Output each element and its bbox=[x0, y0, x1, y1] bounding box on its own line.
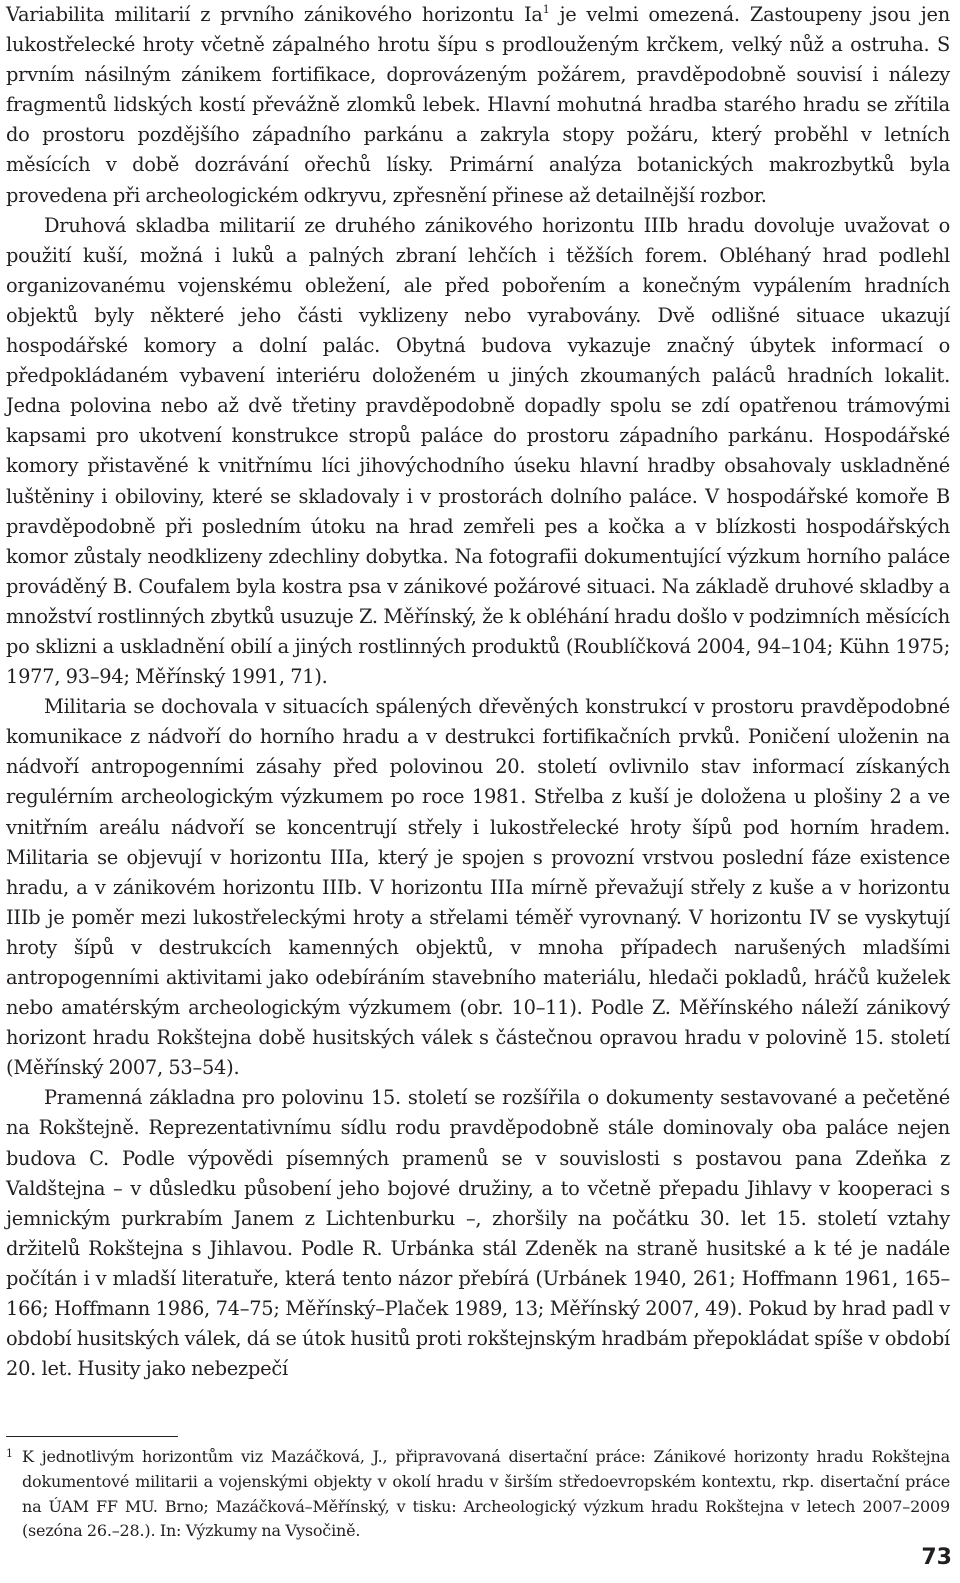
paragraph-1 bbox=[6, 0, 950, 211]
page bbox=[6, 0, 950, 1583]
footnote-ref-1[interactable]: 1 bbox=[542, 2, 550, 16]
footnotes bbox=[6, 1445, 950, 1544]
paragraph-1-text: je velmi omezená. Zastoupeny jsou jen lukostřelecké hroty včetně zápalného hrotu šípu s prodlouženým krčkem, velký nůž a ostruha. S prvním násilným zánikem fortifikace, doprovázeným požárem, pravděpodobně souvisí i nálezy fragmentů lidských kostí převážně zlomků lebek. Hlavní mohutná hradba starého hradu se zřítila do prostoru pozdějšího západního parkánu a zakryla stopy požáru, který proběhl v letních měsících v době dozrávání ořechů lísky. Primární analýza botanických makrozbytků byla provedena při archeologickém odkryvu, zpřesnění přinese až detailnější rozbor. bbox=[6, 3, 950, 207]
footnote-divider bbox=[6, 1436, 178, 1437]
footnote-number: 1 bbox=[6, 1447, 13, 1460]
paragraph-1-lead: Variabilita militarií z prvního zánikového horizontu Ia bbox=[6, 3, 543, 26]
page-number: 73 bbox=[921, 1545, 952, 1570]
main-text bbox=[6, 0, 950, 1384]
paragraph-4: Pramenná základna pro polovinu 15. století se rozšířila o dokumenty sestavované a pečetěné na Rokštejně. Reprezentativnímu sídlu rodu pravděpodobně stále dominovaly oba paláce nejen budova C. Podle výpovědi písemných pramenů se v souvislosti s postavou pana Zdeňka z Valdštejna – v důsledku působení jeho bojové družiny, a to včetně přepadu Jihlavy v kooperaci s jemnickým purkrabím Janem z Lichtenburku –, zhoršily na počátku 30. let 15. století vztahy držitelů Rokštejna s Jihlavou. Podle R. Urbánka stál Zdeněk na straně husitské a k té je nadále počítán i v mladší literatuře, která tento názor přebírá (Urbánek 1940, 261; Hoffmann 1961, 165–166; Hoffmann 1986, 74–75; Měřínský–Plaček 1989, 13; Měřínský 2007, 49). Pokud by hrad padl v období husitských válek, dá se útok husitů proti rokštejnským hradbám přepokládat spíše v období 20. let. Husity jako nebezpečí bbox=[6, 1086, 950, 1381]
footnote-text: K jednotlivým horizontům viz Mazáčková, J., připravovaná disertační práce: Zánikové horizonty hradu Rokštejna dokumentové militarii a vojenskými objekty v okolí hradu v širším středoevropském kontextu, rkp. disertační práce na ÚAM FF MU. Brno; Mazáčková–Měřínský, v tisku: Archeologický výzkum hradu Rokštejna v letech 2007–2009 (sezóna 26.–28.). In: Výzkumy na Vysočině. bbox=[22, 1447, 950, 1541]
paragraph-2: Druhová skladba militarií ze druhého zánikového horizontu IIIb hradu dovoluje uvažovat o použití kuší, možná i luků a palných zbraní lehčích i těžších forem. Obléhaný hrad podlehl organizovanému vojenskému obležení, ale před pobořením a konečným vypálením hradních objektů byly některé jeho části vyklizeny nebo vyrabovány. Dvě odlišné situace ukazují hospodářské komory a dolní palác. Obytná budova vykazuje značný úbytek informací o předpokládaném vybavení interiéru doloženém u jiných zkoumaných paláců hradních lokalit. Jedna polovina nebo až dvě třetiny pravděpodobně dopadly spolu se zdí opatřenou trámovými kapsami pro ukotvení konstrukce stropů paláce do prostoru západního parkánu. Hospodářské komory přistavěné k vnitřnímu líci jihovýchodního úseku hlavní hradby obsahovaly uskladněné luštěniny i obiloviny, které se skladovaly i v prostorách dolního paláce. V hospodářské komoře B pravděpodobně při posledním útoku na hrad zemřeli pes a kočka a v blízkosti hospodářských komor zůstaly neodklizeny zdechliny dobytka. Na fotografii dokumentující výzkum horního paláce prováděný B. Coufalem byla kostra psa v zánikové požárové situaci. Na základě druhové skladby a množství rostlinných zbytků usuzuje Z. Měřínský, že k obléhání hradu došlo v podzimních měsících po sklizni a uskladnění obilí a jiných rostlinných produktů (Roublíčková 2004, 94–104; Kühn 1975; 1977, 93–94; Měřínský 1991, 71). bbox=[6, 213, 950, 689]
paragraph-3: Militaria se dochovala v situacích spálených dřevěných konstrukcí v prostoru pravděpodobné komunikace z nádvoří do horního hradu a v destrukci fortifikačních prvků. Poničení uloženin na nádvoří antropogenními zásahy před polovinou 20. století ovlivnilo stav informací získaných regulérním archeologickým výzkumem po roce 1981. Střelba z kuší je doložena u plošiny 2 a ve vnitřním areálu nádvoří se koncentrují střely i lukostřelecké hroty šípů pod horním hradem. Militaria se objevují v horizontu IIIa, který je spojen s provozní vrstvou poslední fáze existence hradu, a v zánikovém horizontu IIIb. V horizontu IIIa mírně převažují střely z kuše a v horizontu IIIb je poměr mezi lukostřeleckými hroty a střelami téměř vyrovnaný. V horizontu IV se vyskytují hroty šípů v destrukcích kamenných objektů, v mnoha případech narušených mladšími antropogenními aktivitami jako odebíráním stavebního materiálu, hledači pokladů, hráčů kuželek nebo amatérským archeologickým výzkumem (obr. 10–11). Podle Z. Měřínského náleží zánikový horizont hradu Rokštejna době husitských válek s částečnou opravou hradu v polovině 15. století (Měřínský 2007, 53–54). bbox=[6, 695, 950, 1080]
footnote-1 bbox=[6, 1445, 950, 1544]
